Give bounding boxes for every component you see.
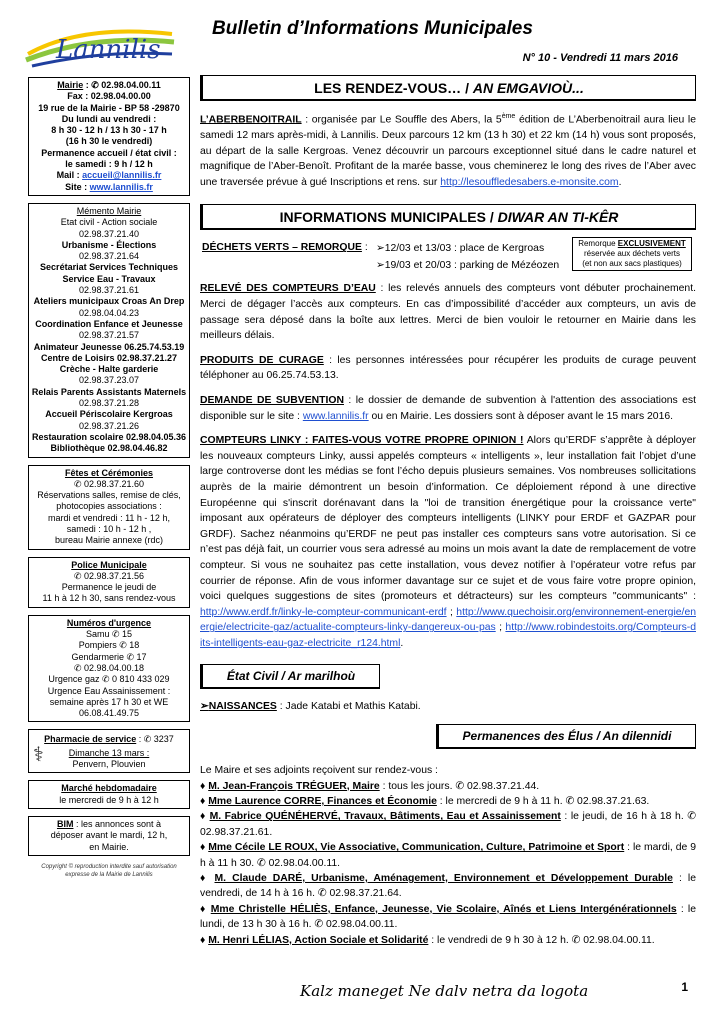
- bim-title: BIM: [56, 818, 74, 829]
- aberbenoitrail-paragraph: [200, 109, 696, 190]
- site-label: Site :: [65, 181, 90, 192]
- copyright-line-1: Copyright © reproduction interdite sauf autorisation: [41, 863, 177, 870]
- diamond-bullet-icon: ♦: [200, 780, 209, 792]
- mairie-hours-title: Du lundi au vendredi :: [61, 113, 157, 124]
- sidebar-line: ✆ 02.98.37.21.56: [73, 570, 145, 581]
- fetes-lines: [31, 479, 187, 547]
- marche-title: Marché hebdomadaire: [61, 783, 157, 794]
- memento-entry-name: Animateur Jeunesse 06.25.74.53.19: [33, 341, 185, 352]
- mail-link[interactable]: accueil@lannilis.fr: [82, 170, 162, 181]
- page-number: 1: [681, 980, 688, 994]
- memento-entry-name: Bibliothèque 02.98.04.46.82: [50, 443, 168, 454]
- sidebar-line: 11 h à 12 h 30, sans rendez-vous: [42, 593, 176, 604]
- main-content: [200, 75, 696, 948]
- elu-item: [200, 871, 696, 902]
- bim-box: [28, 816, 190, 856]
- subvention-text-2: ou en Mairie. Les dossiers sont à déposer avant le 15 mars 2016.: [368, 410, 674, 422]
- aberbenoitrail-text-1: : organisée par Le Souffle des Abers, la 5: [301, 114, 502, 126]
- memento-entry-name: Ateliers municipaux Croas An Drep: [33, 296, 185, 307]
- elu-name: Mme Laurence CORRE, Finances et Économie: [208, 795, 437, 807]
- memento-list: [31, 217, 187, 454]
- mairie-fax: Fax : 02.98.04.00.00: [67, 91, 151, 102]
- diamond-bullet-icon: ♦: [200, 872, 215, 884]
- elu-schedule: : le mardi, de 9 h à 11 h 30. ✆ 02.98.04.00.11.: [200, 842, 696, 869]
- pharmacie-box: [28, 729, 190, 773]
- diamond-bullet-icon: ♦: [200, 795, 209, 807]
- elu-schedule: : le mercredi de 9 h à 11 h. ✆ 02.98.37.21.63.: [436, 795, 650, 807]
- elus-intro: Le Maire et ses adjoints reçoivent sur rendez-vous :: [200, 765, 438, 777]
- linky-sep-2: ;: [495, 622, 506, 634]
- dechets-colon: :: [361, 242, 368, 254]
- dechets-label: DÉCHETS VERTS – REMORQUE: [202, 242, 362, 254]
- sidebar-line: mardi et vendredi : 11 h - 12 h,: [48, 512, 170, 523]
- sidebar-line: bureau Mairie annexe (rdc): [54, 535, 164, 546]
- memento-entry-tel: 02.98.37.21.40: [78, 228, 140, 239]
- dechets-date-2: ➢19/03 et 20/03 : parking de Mézéozen: [376, 260, 560, 272]
- permanences-header: Permanences des Élus / An dilennidi: [436, 724, 696, 749]
- memento-entry-name: Relais Parents Assistants Maternels: [31, 386, 187, 397]
- issue-number: N° 10 - Vendredi 11 mars 2016: [522, 52, 678, 64]
- dechets-section: [200, 240, 696, 278]
- mairie-tel: : ✆ 02.98.04.00.11: [83, 80, 161, 90]
- elu-item: [200, 933, 696, 948]
- memento-entry-name: Service Eau - Travaux: [62, 273, 156, 284]
- footer-motto: Kalz maneget Ne dalv netra da logota: [300, 982, 589, 1000]
- mairie-permanence-hours: le samedi : 9 h / 12 h: [65, 159, 153, 170]
- compteurs-label: RELEVÉ DES COMPTEURS D’EAU: [200, 283, 376, 295]
- diamond-bullet-icon: ♦: [200, 842, 209, 854]
- memento-entry-name: Coordination Enfance et Jeunesse: [35, 318, 183, 329]
- sidebar-line: semaine après 17 h 30 et WE: [49, 696, 169, 707]
- aberbenoitrail-end: .: [618, 176, 622, 188]
- marche-line: le mercredi de 9 h à 12 h: [59, 794, 159, 805]
- infos-banner: [200, 204, 696, 230]
- police-box: [28, 557, 190, 608]
- mairie-permanence: Permanence accueil / état civil :: [41, 147, 177, 158]
- pharmacie-names: Penvern, Plouvien: [72, 759, 146, 770]
- mairie-hours-note: (16 h 30 le vendredi): [65, 136, 153, 147]
- logo-text: Lannilis: [56, 35, 161, 65]
- naissances-label: NAISSANCES: [208, 700, 277, 712]
- aberbenoitrail-link[interactable]: http://lesouffledesabers.e-monsite.com: [440, 176, 619, 188]
- elu-item: [200, 809, 696, 840]
- sidebar-line: Permanence le jeudi de: [61, 582, 157, 593]
- urgence-title: Numéros d'urgence: [66, 617, 152, 628]
- memento-entry-tel: 02.98.04.04.23: [78, 307, 140, 318]
- linky-text: Alors qu’ERDF s’apprête à déployer les nouveaux compteurs Linky, aussi appelés compteurs « intelligents », leur installation fait l’objet d’une large controverse dont les médias se font l’écho depuis plusieurs semaines. Vos nombreuses sollicitations auprès de la mairie démontrent un besoin d’information. Ce déploiement répond à une directive Européenne qui s'inscrit dorénavant dans la "loi de transition énergétique pour la croissance verte" imposant aux opérateurs de déployer des compteurs intelligents (LINKY pour ERDF et GAZPAR pour GRDF). Sachez néanmoins qu’ERDF ne peut pas installer ces compteurs sans votre autorisation. Si ce n’est pas déjà fait, un courrier vous sera adressé au moins un mois avant la date de remplacement de votre compteur. Si vous ne souhaitez pas cette installation, vous devez notifier à l’opérateur votre refus par courrier de réponse. Afin de vous informer davantage sur ce sujet et de vous faire votre propre opinion, voici quelques suggestions de sites (promoteurs et détracteurs) sur les compteurs "communicants" :: [200, 435, 696, 603]
- diamond-bullet-icon: ♦: [200, 811, 210, 823]
- remorque-line-1: Remorque: [578, 239, 618, 249]
- rdv-title: LES RENDEZ-VOUS… /: [314, 80, 473, 96]
- elu-name: Mme Christelle HÉLIÈS, Enfance, Jeunesse, Vie Scolaire, Aînés et Liens Intergénérationnels: [210, 903, 677, 915]
- naissances-paragraph: [200, 699, 696, 715]
- remorque-exclusive: EXCLUSIVEMENT: [617, 239, 686, 249]
- sidebar-line: Pompiers ✆ 18: [78, 640, 140, 651]
- memento-entry-tel: 02.98.37.21.64: [78, 251, 140, 262]
- memento-entry-tel: 02.98.37.23.07: [78, 375, 140, 386]
- infos-title-br: DIWAR AN TI-KÊR: [497, 209, 619, 226]
- diamond-bullet-icon: ♦: [200, 903, 211, 915]
- memento-entry-name: Centre de Loisirs 02.98.37.21.27: [40, 352, 178, 363]
- aberbenoitrail-text-2: édition de L’Aberbenoitrail aura lieu le samedi 12 mars après-midi, à Lannilis. Deux parcours 12 km (13 h 30) et 22 km (14 h) vous sont proposés, au départ de la salle Kergroas. Venez découvrir un parcours exceptionnel situé dans le cadre naturel et magnifique de l’Aber-Benoît. Profitant de la marée basse, vous cheminerez le long des rives de l’Aber avec une traversée prévue à gué Inscriptions et rens. sur: [200, 114, 696, 188]
- fetes-title: Fêtes et Cérémonies: [64, 467, 154, 478]
- subvention-paragraph: [200, 393, 696, 424]
- marche-box: [28, 780, 190, 809]
- elu-name: M. Henri LÉLIAS, Action Sociale et Solidarité: [208, 934, 429, 946]
- mail-label: Mail :: [56, 170, 83, 181]
- elu-item: [200, 779, 696, 794]
- fetes-box: [28, 465, 190, 550]
- elu-schedule: : le jeudi, de 16 h à 18 h. ✆ 02.98.37.21.61.: [200, 811, 696, 838]
- elu-schedule: : le vendredi, de 14 h à 16 h. ✆ 02.98.37.21.64.: [200, 872, 696, 900]
- sidebar-line: Gendarmerie ✆ 17: [71, 651, 147, 662]
- remorque-note: [572, 237, 692, 271]
- pharmacy-caduceus-icon: ⚕: [33, 744, 44, 767]
- sidebar-line: samedi : 10 h - 12 h ,: [66, 523, 152, 534]
- urgence-box: [28, 615, 190, 723]
- subvention-link[interactable]: www.lannilis.fr: [302, 410, 369, 422]
- remorque-line-2: réservée aux déchets verts: [583, 249, 681, 259]
- elu-item: [200, 902, 696, 933]
- mairie-box: [28, 77, 190, 196]
- curage-label: PRODUITS DE CURAGE: [200, 354, 324, 366]
- etat-civil-header: État Civil / Ar marilhoù: [200, 664, 380, 689]
- aberbenoitrail-sup: ème: [501, 113, 516, 120]
- dechets-date-1: ➢12/03 et 13/03 : place de Kergroas: [376, 243, 545, 255]
- elu-item: [200, 794, 696, 809]
- police-title: Police Municipale: [71, 559, 147, 570]
- sidebar-line: Samu ✆ 15: [85, 629, 133, 640]
- elu-name: M. Fabrice QUÉNÉHERVÉ, Travaux, Bâtiments, Eau et Assainissement: [209, 811, 561, 823]
- elu-name: Mme Cécile LE ROUX, Vie Associative, Communication, Culture, Patrimoine et Sport: [208, 842, 625, 854]
- linky-link-3[interactable]: http://www.robindestoits.org/Compteurs-dits-intelligents-eau-gaz-electricite_r124.html: [200, 622, 696, 649]
- memento-entry-name: Urbanisme - Élections: [61, 239, 157, 250]
- curage-text: : les personnes intéressées pour récupérer les produits de curage peuvent téléphoner au 06.25.74.53.13.: [200, 354, 696, 382]
- linky-label: COMPTEURS LINKY : FAITES-VOUS VOTRE PROPRE OPINION !: [200, 435, 524, 447]
- linky-sep-1: ;: [446, 606, 457, 618]
- remorque-line-3: (et non aux sacs plastiques): [582, 259, 682, 269]
- elu-schedule: : le lundi, de 13 h 30 à 16 h. ✆ 02.98.04.00.11.: [200, 903, 697, 931]
- page-title: Bulletin d’Informations Municipales: [212, 18, 533, 39]
- aberbenoitrail-label: L’ABERBENOITRAIL: [200, 114, 302, 126]
- lannilis-logo: [22, 20, 182, 70]
- mairie-label: Mairie: [57, 80, 84, 90]
- memento-entry-tel: 02.98.37.21.61: [78, 285, 140, 296]
- sidebar-line: ✆ 02.98.37.21.60: [73, 478, 145, 489]
- sidebar-line: Urgence gaz ✆ 0 810 433 029: [48, 674, 170, 685]
- mairie-address: 19 rue de la Mairie - BP 58 -29870: [38, 102, 180, 113]
- infos-title: INFORMATIONS MUNICIPALES /: [279, 209, 498, 226]
- rdv-banner: [200, 75, 696, 101]
- diamond-bullet-icon: ♦: [200, 934, 209, 946]
- memento-entry-name: Crèche - Halte garderie: [59, 364, 159, 375]
- elu-name: M. Claude DARÉ, Urbanisme, Aménagement, Environnement et Développement Durable: [214, 872, 673, 884]
- rdv-title-br: AN EMGAVIOÙ...: [472, 80, 584, 96]
- pharmacie-title: Pharmacie de service: [44, 734, 137, 745]
- elu-name: M. Jean-François TRÉGUER, Maire: [208, 780, 380, 792]
- mairie-hours: 8 h 30 - 12 h / 13 h 30 - 17 h: [51, 125, 167, 136]
- memento-entry-name: Restauration scolaire 02.98.04.05.36: [31, 431, 187, 442]
- bim-line-1: : les annonces sont à: [73, 818, 162, 829]
- memento-entry-name: Etat civil - Action sociale: [60, 217, 158, 228]
- pharmacie-dimanche: Dimanche 13 mars :: [68, 747, 150, 758]
- sidebar-line: photocopies associations :: [56, 501, 162, 512]
- linky-end: .: [400, 637, 404, 649]
- compteurs-paragraph: [200, 281, 696, 343]
- memento-title: Mémento Mairie: [76, 205, 142, 216]
- sidebar-line: 06.08.41.49.75: [78, 708, 140, 719]
- memento-entry-name: Accueil Périscolaire Kergroas: [45, 409, 173, 420]
- sidebar-line: Réservations salles, remise de clés,: [37, 490, 181, 501]
- logo-graphic: [22, 20, 182, 70]
- naissances-text: : Jade Katabi et Mathis Katabi.: [276, 700, 421, 712]
- subvention-label: DEMANDE DE SUBVENTION: [200, 395, 344, 406]
- subvention-text-1: : le dossier de demande de subvention à l'attention des associations est disponible sur le site :: [200, 395, 696, 422]
- site-link[interactable]: www.lannilis.fr: [89, 181, 153, 192]
- elu-schedule: : tous les jours. ✆ 02.98.37.21.44.: [379, 780, 540, 792]
- sidebar-line: ✆ 02.98.04.00.18: [73, 662, 145, 673]
- naissances-label-wrap: ➢NAISSANCES: [200, 700, 277, 712]
- memento-entry-tel: 02.98.37.21.57: [78, 330, 140, 341]
- copyright-line-2: expresse de la Mairie de Lannilis: [65, 871, 153, 878]
- pharmacie-tel: : ✆ 3237: [136, 734, 174, 745]
- elu-item: [200, 840, 696, 871]
- police-lines: [31, 571, 187, 605]
- bim-line-2: déposer avant le mardi, 12 h,: [50, 830, 168, 841]
- curage-paragraph: [200, 353, 696, 384]
- memento-entry-tel: 02.98.37.21.26: [78, 420, 140, 431]
- memento-entry-name: Secrétariat Services Techniques: [40, 262, 178, 273]
- copyright: [28, 863, 190, 879]
- memento-box: [28, 203, 190, 458]
- memento-entry-tel: 02.98.37.21.28: [78, 398, 140, 409]
- elus-list: [200, 779, 696, 948]
- compteurs-text: : les relevés annuels des compteurs vont débuter prochainement. Merci de dégager l’accès aux compteurs. En cas d’impossibilité d’accéder aux compteurs, un avis de passage sera déposé dans la boîte aux lettres. Merci de bien vouloir le retourner en Mairie dans les meilleurs délais.: [200, 283, 696, 342]
- sidebar-line: Urgence Eau Assainissement :: [47, 685, 171, 696]
- linky-link-1[interactable]: http://www.erdf.fr/linky-le-compteur-communicant-erdf: [200, 606, 447, 618]
- urgence-lines: [31, 629, 187, 719]
- sidebar: [28, 77, 190, 879]
- bim-line-3: en Mairie.: [89, 841, 129, 852]
- linky-paragraph: [200, 433, 696, 651]
- linky-link-2[interactable]: http://www.quechoisir.org/environnement-energie/energie/electricite-gaz/actualite-compteurs-linky-dangereux-ou-pas: [200, 606, 696, 634]
- elu-schedule: : le vendredi de 9 h 30 à 12 h. ✆ 02.98.04.00.11.: [428, 934, 655, 946]
